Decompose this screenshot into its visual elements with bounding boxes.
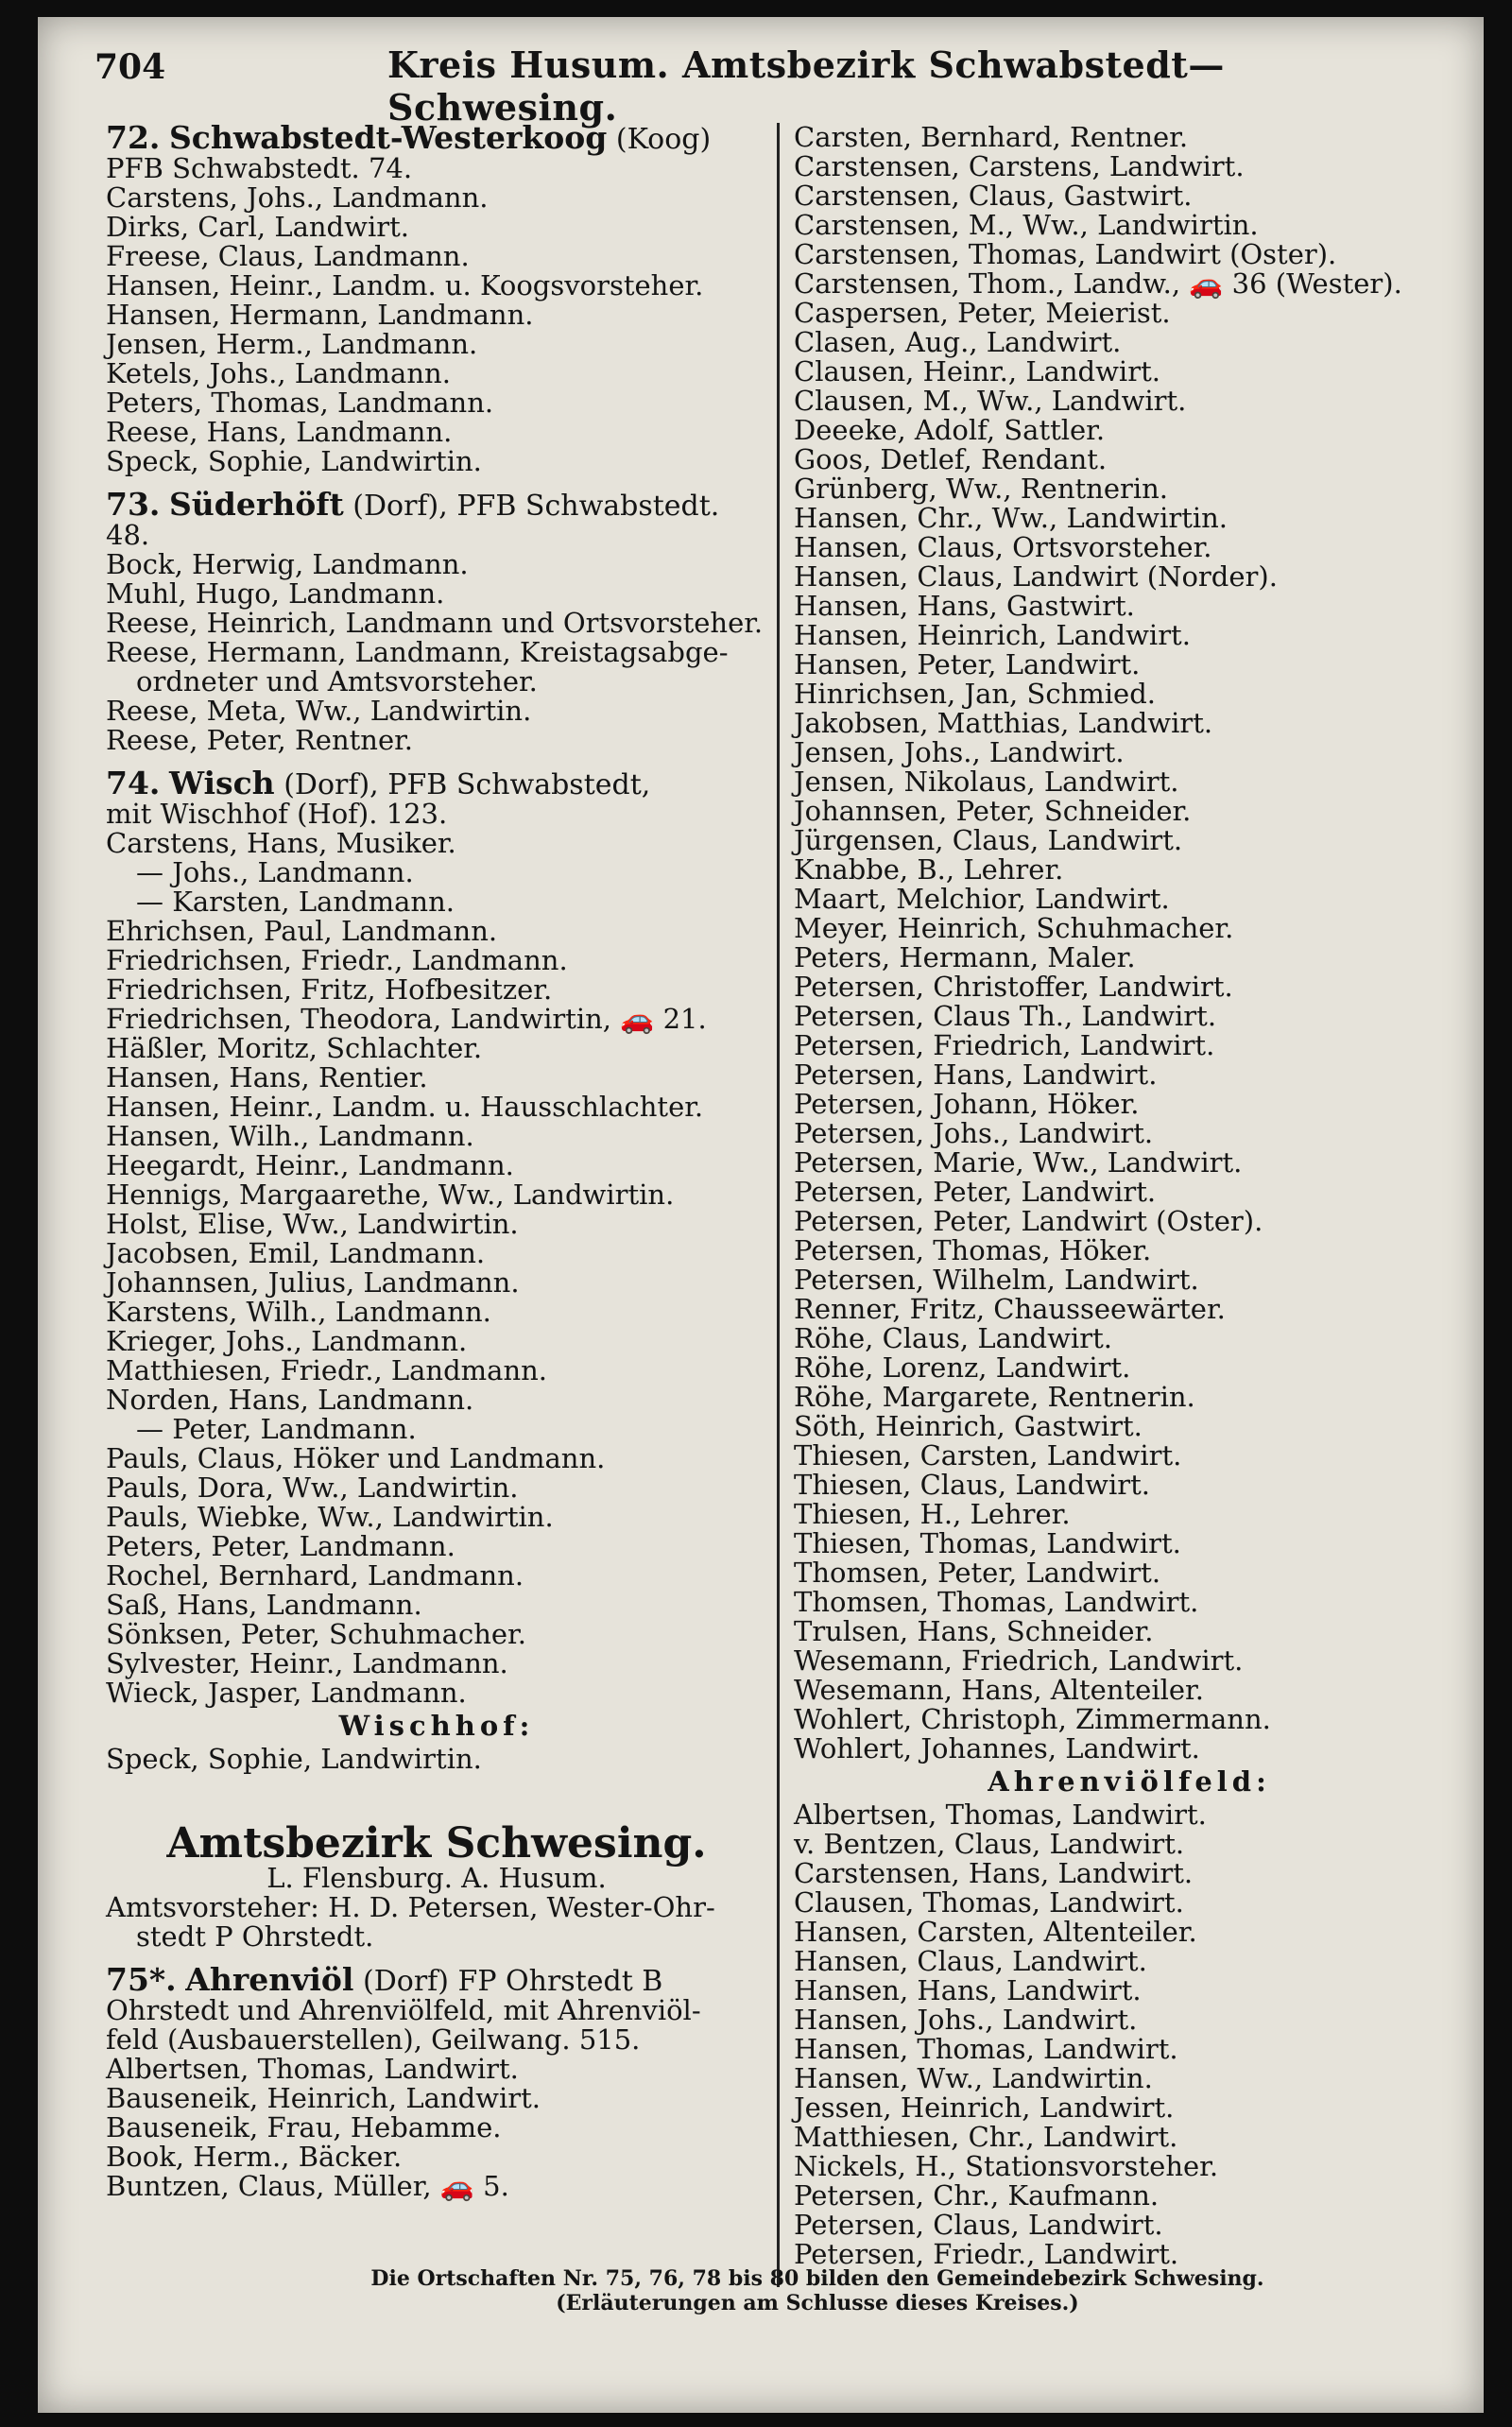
list-item: Nickels, H., Stationsvorsteher.: [794, 2150, 1219, 2182]
list-item: Norden, Hans, Landmann.: [106, 1384, 474, 1416]
section-75-entries-cont: [794, 123, 1465, 1764]
list-item: Buntzen, Claus, Müller, 🚗 5.: [106, 2170, 509, 2202]
list-item: Petersen, Christoffer, Landwirt.: [794, 971, 1233, 1003]
list-item: Reese, Heinrich, Landmann und Ortsvorsteher.: [106, 607, 764, 639]
list-item: Karstens, Wilh., Landmann.: [106, 1296, 491, 1328]
list-item: Peters, Hermann, Maler.: [794, 941, 1136, 973]
list-item: Petersen, Claus Th., Landwirt.: [794, 1000, 1217, 1032]
list-item: Sönksen, Peter, Schuhmacher.: [106, 1618, 526, 1650]
list-item: Carstensen, Carstens, Landwirt.: [794, 150, 1245, 182]
list-item: Clausen, Heinr., Landwirt.: [794, 355, 1160, 387]
ahrenviolfeld-entries: [794, 1800, 1465, 2269]
place-name: Süderhöft: [168, 486, 344, 523]
list-item: Häßler, Moritz, Schlachter.: [106, 1032, 483, 1064]
list-item: Freese, Claus, Landmann.: [106, 240, 470, 272]
list-item: Thiesen, Carsten, Landwirt.: [794, 1439, 1182, 1472]
page-title: Kreis Husum. Amtsbezirk Schwabstedt—Schwesing.: [387, 43, 1225, 129]
list-item: Holst, Elise, Ww., Landwirtin.: [106, 1208, 519, 1240]
list-item: Pauls, Dora, Ww., Landwirtin.: [106, 1472, 519, 1504]
list-item: Ketels, Johs., Landmann.: [106, 357, 451, 389]
place-name: Ahrenviöl: [185, 1961, 354, 1998]
list-item: Friedrichsen, Fritz, Hofbesitzer.: [106, 973, 553, 1006]
list-item: Petersen, Claus, Landwirt.: [794, 2209, 1163, 2241]
list-item: Hansen, Claus, Ortsvorsteher.: [794, 531, 1212, 563]
list-item: Clausen, Thomas, Landwirt.: [794, 1886, 1184, 1919]
list-item: Jensen, Herm., Landmann.: [106, 328, 478, 360]
list-item: Rochel, Bernhard, Landmann.: [106, 1559, 524, 1592]
list-item: Speck, Sophie, Landwirtin.: [106, 1743, 482, 1775]
list-item: Muhl, Hugo, Landmann.: [106, 577, 445, 610]
list-item: Petersen, Chr., Kaufmann.: [794, 2179, 1160, 2212]
list-item: Dirks, Carl, Landwirt.: [106, 211, 409, 243]
list-item: Friedrichsen, Theodora, Landwirtin, 🚗 21.: [106, 1003, 707, 1035]
list-item: Maart, Melchior, Landwirt.: [794, 883, 1170, 915]
list-item: Thiesen, Claus, Landwirt.: [794, 1469, 1150, 1501]
list-item: Thiesen, Thomas, Landwirt.: [794, 1527, 1181, 1559]
list-item: Ehrichsen, Paul, Landmann.: [106, 915, 498, 947]
amtsvorsteher-line: Amtsvorsteher: H. D. Petersen, Wester-Ohr-: [106, 1891, 715, 1923]
list-item: Petersen, Peter, Landwirt.: [794, 1176, 1157, 1208]
list-item: Hansen, Hermann, Landmann.: [106, 299, 534, 331]
footnote: [180, 2266, 1455, 2315]
list-item: Hennigs, Margaarethe, Ww., Landwirtin.: [106, 1179, 675, 1211]
list-item: Bock, Herwig, Landmann.: [106, 548, 469, 580]
left-column: [106, 119, 767, 2202]
section-75-heading: 75*. Ahrenviöl (Dorf) FP Ohrstedt B: [106, 1961, 663, 1998]
list-item: Speck, Sophie, Landwirtin.: [106, 445, 482, 477]
list-item: Hansen, Thomas, Landwirt.: [794, 2033, 1178, 2065]
list-item: Hansen, Heinr., Landm. u. Koogsvorsteher.: [106, 269, 704, 301]
list-item: Jacobsen, Emil, Landmann.: [106, 1237, 486, 1269]
section-74-heading: 74. Wisch (Dorf), PFB Schwabstedt,: [106, 765, 651, 801]
list-item: Hansen, Heinrich, Landwirt.: [794, 619, 1191, 651]
list-item: Carstens, Johs., Landmann.: [106, 181, 489, 214]
list-item: Wieck, Jasper, Landmann.: [106, 1677, 467, 1709]
list-item: Sylvester, Heinr., Landmann.: [106, 1647, 508, 1679]
list-item: Hansen, Carsten, Altenteiler.: [794, 1916, 1197, 1948]
section-72-entries: [106, 183, 767, 476]
list-item: Hansen, Heinr., Landm. u. Hausschlachter.: [106, 1091, 704, 1123]
list-item: Book, Herm., Bäcker.: [106, 2141, 403, 2173]
list-item: Clausen, M., Ww., Landwirt.: [794, 385, 1187, 417]
list-item: Hansen, Hans, Gastwirt.: [794, 590, 1135, 622]
list-item: Jensen, Johs., Landwirt.: [794, 736, 1125, 768]
list-item: Johannsen, Peter, Schneider.: [794, 795, 1192, 827]
list-item: Bauseneik, Frau, Hebamme.: [106, 2111, 502, 2143]
list-item: Knabbe, B., Lehrer.: [794, 853, 1064, 886]
list-item: Röhe, Lorenz, Landwirt.: [794, 1351, 1131, 1384]
section-73-sub: 48.: [106, 519, 150, 551]
list-item: Petersen, Johs., Landwirt.: [794, 1117, 1154, 1149]
list-item: Hansen, Hans, Landwirt.: [794, 1974, 1142, 2006]
list-item: Petersen, Hans, Landwirt.: [794, 1059, 1158, 1091]
list-item: Wesemann, Hans, Altenteiler.: [794, 1674, 1204, 1706]
list-item: Carstens, Hans, Musiker.: [106, 827, 456, 859]
list-item: Meyer, Heinrich, Schuhmacher.: [794, 912, 1234, 944]
section-75-entries: [106, 2055, 767, 2201]
list-item: Hansen, Chr., Ww., Landwirtin.: [794, 502, 1228, 534]
list-item: Röhe, Claus, Landwirt.: [794, 1322, 1112, 1354]
amtsvorsteher-line-cont: stedt P Ohrstedt.: [136, 1920, 374, 1953]
list-item: Petersen, Peter, Landwirt (Oster).: [794, 1205, 1263, 1237]
list-item: Carstensen, Hans, Landwirt.: [794, 1857, 1194, 1889]
list-item: Hansen, Ww., Landwirtin.: [794, 2062, 1153, 2094]
list-item: Petersen, Johann, Höker.: [794, 1088, 1140, 1120]
list-item: Carsten, Bernhard, Rentner.: [794, 121, 1189, 153]
list-item: Petersen, Thomas, Höker.: [794, 1234, 1152, 1266]
section-75-sub: feld (Ausbauerstellen), Geilwang. 515.: [106, 2023, 641, 2056]
section-74-sub: mit Wischhof (Hof). 123.: [106, 798, 448, 830]
list-item: Jürgensen, Claus, Landwirt.: [794, 824, 1183, 856]
list-item: Trulsen, Hans, Schneider.: [794, 1615, 1154, 1647]
list-item: Reese, Meta, Ww., Landwirtin.: [106, 695, 532, 727]
list-item: Hansen, Claus, Landwirt.: [794, 1945, 1147, 1977]
list-item: Carstensen, M., Ww., Landwirtin.: [794, 209, 1259, 241]
list-item: Petersen, Wilhelm, Landwirt.: [794, 1264, 1199, 1296]
list-item: Jakobsen, Matthias, Landwirt.: [794, 707, 1213, 739]
list-item: v. Bentzen, Claus, Landwirt.: [794, 1828, 1185, 1860]
list-item: Söth, Heinrich, Gastwirt.: [794, 1410, 1143, 1442]
place-name: Wisch: [168, 765, 275, 801]
list-item: Matthiesen, Friedr., Landmann.: [106, 1354, 548, 1386]
list-item: Caspersen, Peter, Meierist.: [794, 297, 1171, 329]
list-item: Albertsen, Thomas, Landwirt.: [106, 2053, 519, 2085]
list-item: Goos, Detlef, Rendant.: [794, 443, 1108, 475]
list-item: Heegardt, Heinr., Landmann.: [106, 1149, 514, 1181]
section-73-heading: 73. Süderhöft (Dorf), PFB Schwabstedt.: [106, 486, 720, 523]
list-item: Deeeke, Adolf, Sattler.: [794, 414, 1106, 446]
list-item: — Karsten, Landmann.: [136, 886, 455, 918]
amtsbezirk-title: Amtsbezirk Schwesing.: [166, 1819, 707, 1868]
list-item: Hansen, Wilh., Landmann.: [106, 1120, 474, 1152]
list-item: Peters, Thomas, Landmann.: [106, 387, 494, 419]
list-item: Reese, Hans, Landmann.: [106, 416, 453, 448]
list-item: — Peter, Landmann.: [136, 1413, 417, 1445]
section-73-entries: [106, 550, 767, 755]
list-item: Jessen, Heinrich, Landwirt.: [794, 2091, 1175, 2124]
list-item: Johannsen, Julius, Landmann.: [106, 1266, 520, 1299]
section-72-sub: PFB Schwabstedt. 74.: [106, 152, 413, 184]
place-name: Schwabstedt-Westerkoog: [168, 119, 608, 156]
footnote-line: (Erläuterungen am Schlusse dieses Kreises.): [556, 2291, 1079, 2315]
list-item: Pauls, Wiebke, Ww., Landwirtin.: [106, 1501, 554, 1533]
footnote-line: Die Ortschaften Nr. 75, 76, 78 bis 80 bilden den Gemeindebezirk Schwesing.: [370, 2266, 1264, 2291]
list-item: Reese, Peter, Rentner.: [106, 724, 414, 756]
list-item: Hansen, Claus, Landwirt (Norder).: [794, 560, 1278, 593]
list-item: Carstensen, Thom., Landw., 🚗 36 (Wester).: [794, 267, 1402, 300]
page-header: [94, 38, 1446, 129]
list-item: Petersen, Friedr., Landwirt.: [794, 2238, 1179, 2270]
list-item: Wohlert, Christoph, Zimmermann.: [794, 1703, 1271, 1735]
list-item: Wohlert, Johannes, Landwirt.: [794, 1732, 1200, 1764]
list-item: Hansen, Peter, Landwirt.: [794, 648, 1141, 680]
list-item: Albertsen, Thomas, Landwirt.: [794, 1799, 1207, 1831]
list-item: Wesemann, Friedrich, Landwirt.: [794, 1644, 1244, 1677]
list-item: Friedrichsen, Friedr., Landmann.: [106, 944, 568, 976]
list-item: Carstensen, Claus, Gastwirt.: [794, 180, 1193, 212]
list-item: Hansen, Johs., Landwirt.: [794, 2004, 1138, 2036]
wischhof-heading: Wischhof:: [338, 1710, 535, 1742]
list-item: — Johs., Landmann.: [136, 856, 414, 888]
list-item: Thiesen, H., Lehrer.: [794, 1498, 1071, 1530]
list-item: Jensen, Nikolaus, Landwirt.: [794, 766, 1179, 798]
list-item: Peters, Peter, Landmann.: [106, 1530, 455, 1562]
list-item: Hansen, Hans, Rentier.: [106, 1061, 428, 1093]
list-item: Petersen, Friedrich, Landwirt.: [794, 1029, 1215, 1061]
list-item: Matthiesen, Chr., Landwirt.: [794, 2121, 1178, 2153]
list-item: Thomsen, Peter, Landwirt.: [794, 1557, 1161, 1589]
list-item: Reese, Hermann, Landmann, Kreistagsabge-: [106, 636, 729, 668]
section-75-sub: Ohrstedt und Ahrenviölfeld, mit Ahrenviöl-: [106, 1994, 701, 2026]
amtsbezirk-location: L. Flensburg. A. Husum.: [266, 1862, 607, 1894]
directory-page: [38, 17, 1484, 2413]
right-column: [794, 123, 1465, 2269]
list-item: Saß, Hans, Landmann.: [106, 1589, 422, 1621]
list-item: Petersen, Marie, Ww., Landwirt.: [794, 1146, 1243, 1179]
list-item: Krieger, Johs., Landmann.: [106, 1325, 468, 1357]
column-divider: [777, 123, 780, 2287]
list-item: Bauseneik, Heinrich, Landwirt.: [106, 2082, 541, 2114]
ahrenviolfeld-heading: Ahrenviölfeld:: [988, 1765, 1271, 1798]
list-item: Carstensen, Thomas, Landwirt (Oster).: [794, 238, 1337, 270]
section-74-entries: [106, 829, 767, 1708]
list-item: Pauls, Claus, Höker und Landmann.: [106, 1442, 606, 1474]
list-item: Thomsen, Thomas, Landwirt.: [794, 1586, 1199, 1618]
list-item: ordneter und Amtsvorsteher.: [136, 665, 538, 697]
list-item: Grünberg, Ww., Rentnerin.: [794, 473, 1169, 505]
page-number: 704: [94, 47, 166, 87]
list-item: Hinrichsen, Jan, Schmied.: [794, 678, 1156, 710]
section-72-heading: 72. Schwabstedt-Westerkoog (Koog): [106, 119, 712, 156]
list-item: Renner, Fritz, Chausseewärter.: [794, 1293, 1226, 1325]
list-item: Röhe, Margarete, Rentnerin.: [794, 1381, 1195, 1413]
list-item: Clasen, Aug., Landwirt.: [794, 326, 1122, 358]
